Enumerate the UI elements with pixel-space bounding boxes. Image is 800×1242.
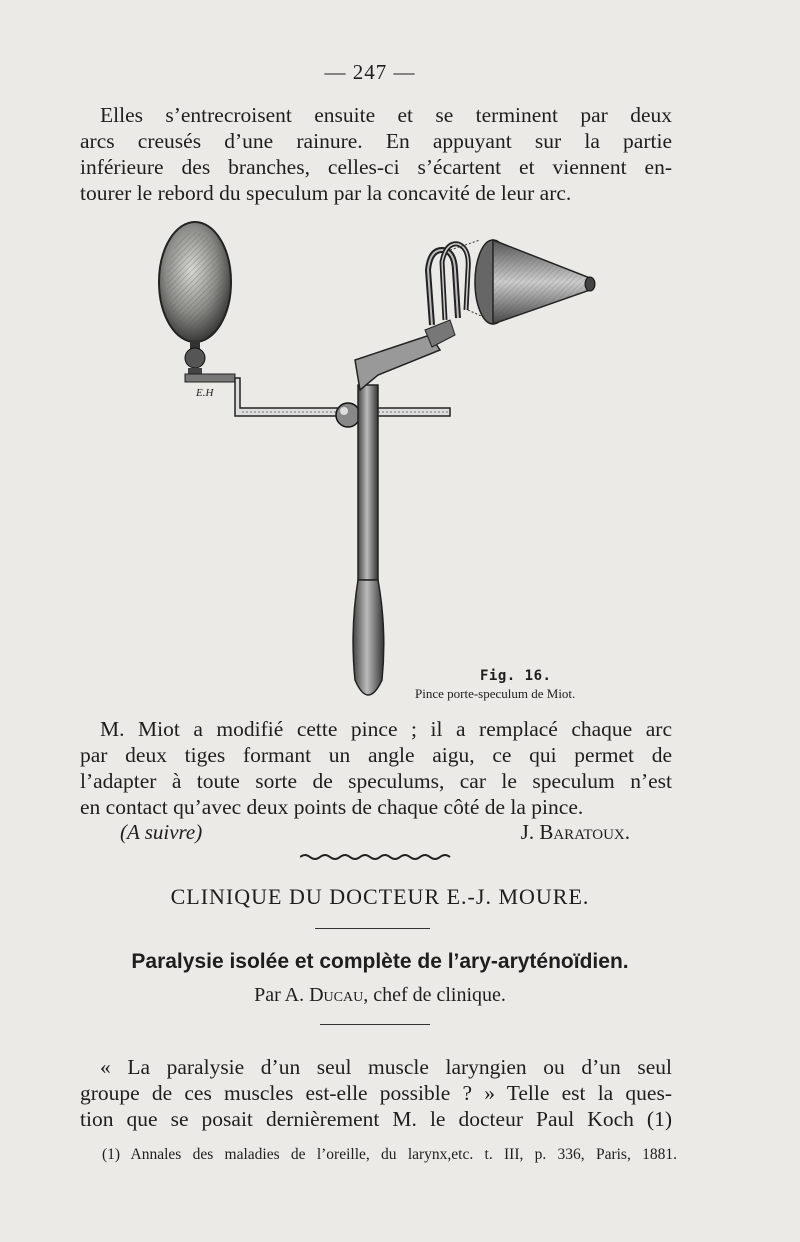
footnote: (1) Annales des maladies de l’oreille, du larynx,etc. t. III, p. 336, Paris, 1881. <box>102 1146 677 1163</box>
text-line: Elles s’entrecroisent ensuite et se terminent par deux <box>100 103 672 127</box>
section-heading: CLINIQUE DU DOCTEUR E.-J. MOURE. <box>170 884 590 909</box>
divider <box>320 1024 430 1025</box>
page-number: — 247 — <box>324 60 416 84</box>
byline-suffix: , chef de clinique. <box>363 984 506 1006</box>
paragraph-2 <box>80 716 672 820</box>
byline <box>140 984 620 1007</box>
author-signature: J. Baratoux. <box>520 820 630 844</box>
figure-label: Fig. 16. <box>480 668 552 684</box>
text-line: « La paralysie d’un seul muscle laryngien ou d’un seul <box>100 1055 672 1079</box>
handle <box>353 385 384 695</box>
text-line: inférieure des branches, celles-ci s’écartent et viennent en- <box>80 155 672 179</box>
text-line: tourer le rebord du speculum par la concavité de leur arc. <box>80 181 572 205</box>
text-line: arcs creusés d’une rainure. En appuyant sur la partie <box>80 129 672 153</box>
continuation-note: (A suivre) <box>120 820 203 844</box>
mirror <box>159 222 231 342</box>
text-line: l’adapter à toute sorte de speculums, car le speculum n’est <box>80 769 672 793</box>
figure-caption: Pince porte-speculum de Miot. <box>415 686 576 701</box>
byline-prefix: Par A. <box>254 984 305 1006</box>
byline-name: Ducau <box>309 984 364 1006</box>
text-line: groupe de ces muscles est-elle possible ? » Telle est la ques- <box>80 1081 672 1105</box>
paragraph-1 <box>80 102 672 206</box>
speculum <box>475 240 595 324</box>
wavy-divider <box>300 852 455 862</box>
text-line: par deux tiges formant un angle aigu, ce qui permet de <box>80 743 672 767</box>
speculum-holder-illustration <box>150 210 620 710</box>
text-line: tion que se posait dernièrement M. le docteur Paul Koch (1) <box>80 1107 672 1131</box>
text-line: M. Miot a modifié cette pince ; il a remplacé chaque arc <box>100 717 672 741</box>
text-line: en contact qu’avec deux points de chaque côté de la pince. <box>80 795 584 819</box>
divider <box>315 928 430 929</box>
engraver-mark: E.H <box>196 387 214 399</box>
paragraph-3 <box>80 1054 672 1132</box>
article-title: Paralysie isolée et complète de l’ary-aryténoïdien. <box>131 950 629 973</box>
